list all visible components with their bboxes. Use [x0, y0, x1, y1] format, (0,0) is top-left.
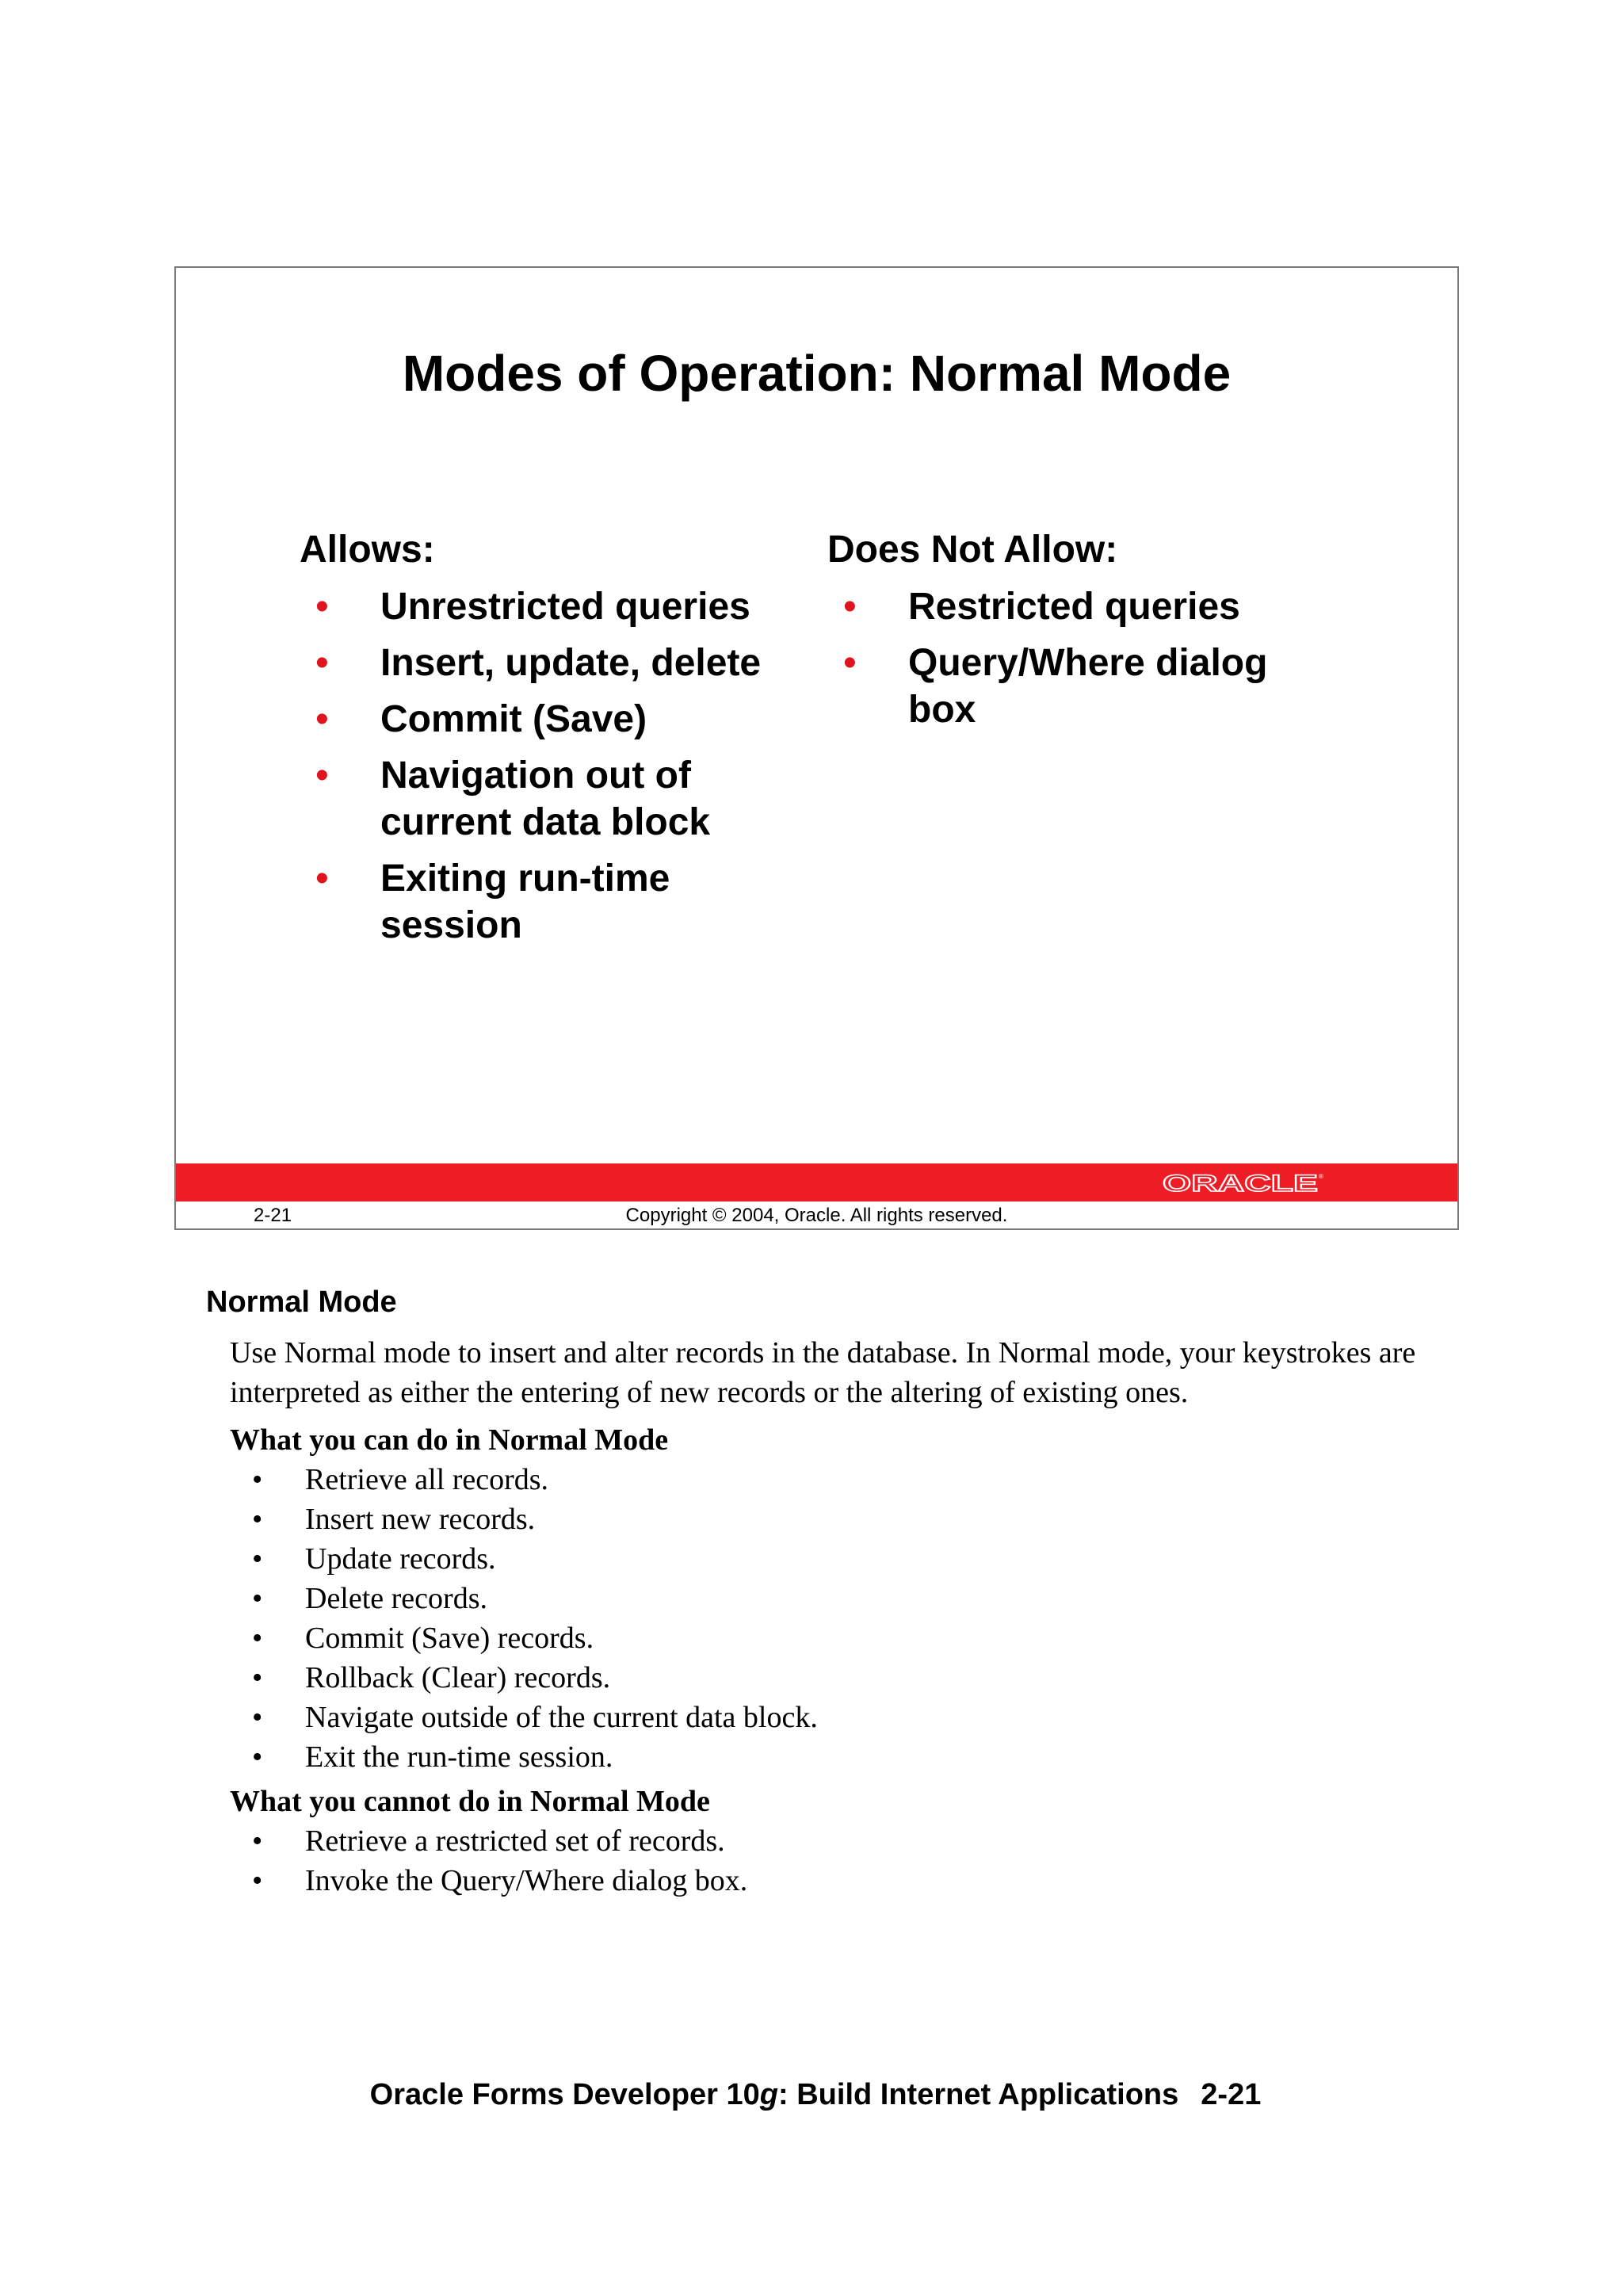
cannot-item: • Retrieve a restricted set of records. [252, 1824, 725, 1858]
disallows-heading: Does Not Allow: [827, 529, 1118, 571]
page-footer [0, 2078, 1623, 2112]
bullet-icon: • [315, 858, 329, 900]
slide-title: Modes of Operation: Normal Mode [402, 345, 1232, 402]
footer-title-post: : Build Internet Applications [778, 2078, 1179, 2111]
svg-text:ORACLE: ORACLE [1163, 1171, 1318, 1194]
disallows-item: • Restricted queries [827, 583, 1319, 630]
cannot-heading: What you cannot do in Normal Mode [230, 1785, 710, 1818]
slide-number: 2-21 [254, 1205, 292, 1226]
disallows-column [827, 526, 1319, 743]
bullet-icon: • [843, 642, 857, 684]
can-item: • Insert new records. [252, 1503, 536, 1536]
slide-frame [174, 266, 1459, 1230]
can-item: • Exit the run-time session. [252, 1740, 613, 1774]
can-item: • Update records. [252, 1542, 496, 1576]
disallows-list [827, 583, 1319, 733]
bullet-icon: • [315, 698, 329, 740]
allows-list [300, 583, 791, 949]
can-heading: What you can do in Normal Mode [230, 1423, 669, 1457]
allows-item: • Unrestricted queries [300, 583, 791, 630]
can-item: • Navigate outside of the current data block. [252, 1701, 818, 1734]
cannot-item: • Invoke the Query/Where dialog box. [252, 1864, 748, 1897]
footer-title-pre: Oracle Forms Developer 10 [369, 2078, 760, 2111]
can-item: • Rollback (Clear) records. [252, 1661, 611, 1694]
notes-intro: Use Normal mode to insert and alter records in the database. In Normal mode, your keystrokes are interpreted as either the entering of new records or the altering of existing ones. [230, 1336, 1416, 1409]
allows-column [300, 526, 791, 958]
can-item: • Delete records. [252, 1582, 487, 1615]
notes-heading: Normal Mode [206, 1286, 397, 1319]
bullet-icon: • [843, 586, 857, 628]
disallows-item: • Query/Where dialog box [827, 640, 1319, 733]
can-list [206, 1460, 1442, 1777]
brand-bar [176, 1163, 1457, 1201]
footer-page-number: 2-21 [1201, 2078, 1262, 2111]
oracle-logo [1163, 1171, 1324, 1194]
footer-title-italic: g [759, 2078, 779, 2111]
allows-item: • Exiting run-time session [300, 855, 791, 949]
can-item: • Retrieve all records. [252, 1463, 549, 1496]
bullet-icon: • [315, 642, 329, 684]
notes-section [206, 1284, 1442, 1905]
bullet-icon: • [315, 586, 329, 628]
bullet-icon: • [315, 755, 329, 797]
slide-footer [176, 1201, 1457, 1230]
cannot-list [206, 1821, 1442, 1901]
allows-heading: Allows: [300, 529, 435, 571]
copyright-text: Copyright © 2004, Oracle. All rights reserved. [625, 1205, 1008, 1226]
can-item: • Commit (Save) records. [252, 1622, 594, 1655]
allows-item: • Insert, update, delete [300, 640, 791, 686]
allows-item: • Commit (Save) [300, 696, 791, 743]
svg-text:®: ® [1319, 1173, 1323, 1180]
allows-item: • Navigation out of current data block [300, 752, 791, 846]
